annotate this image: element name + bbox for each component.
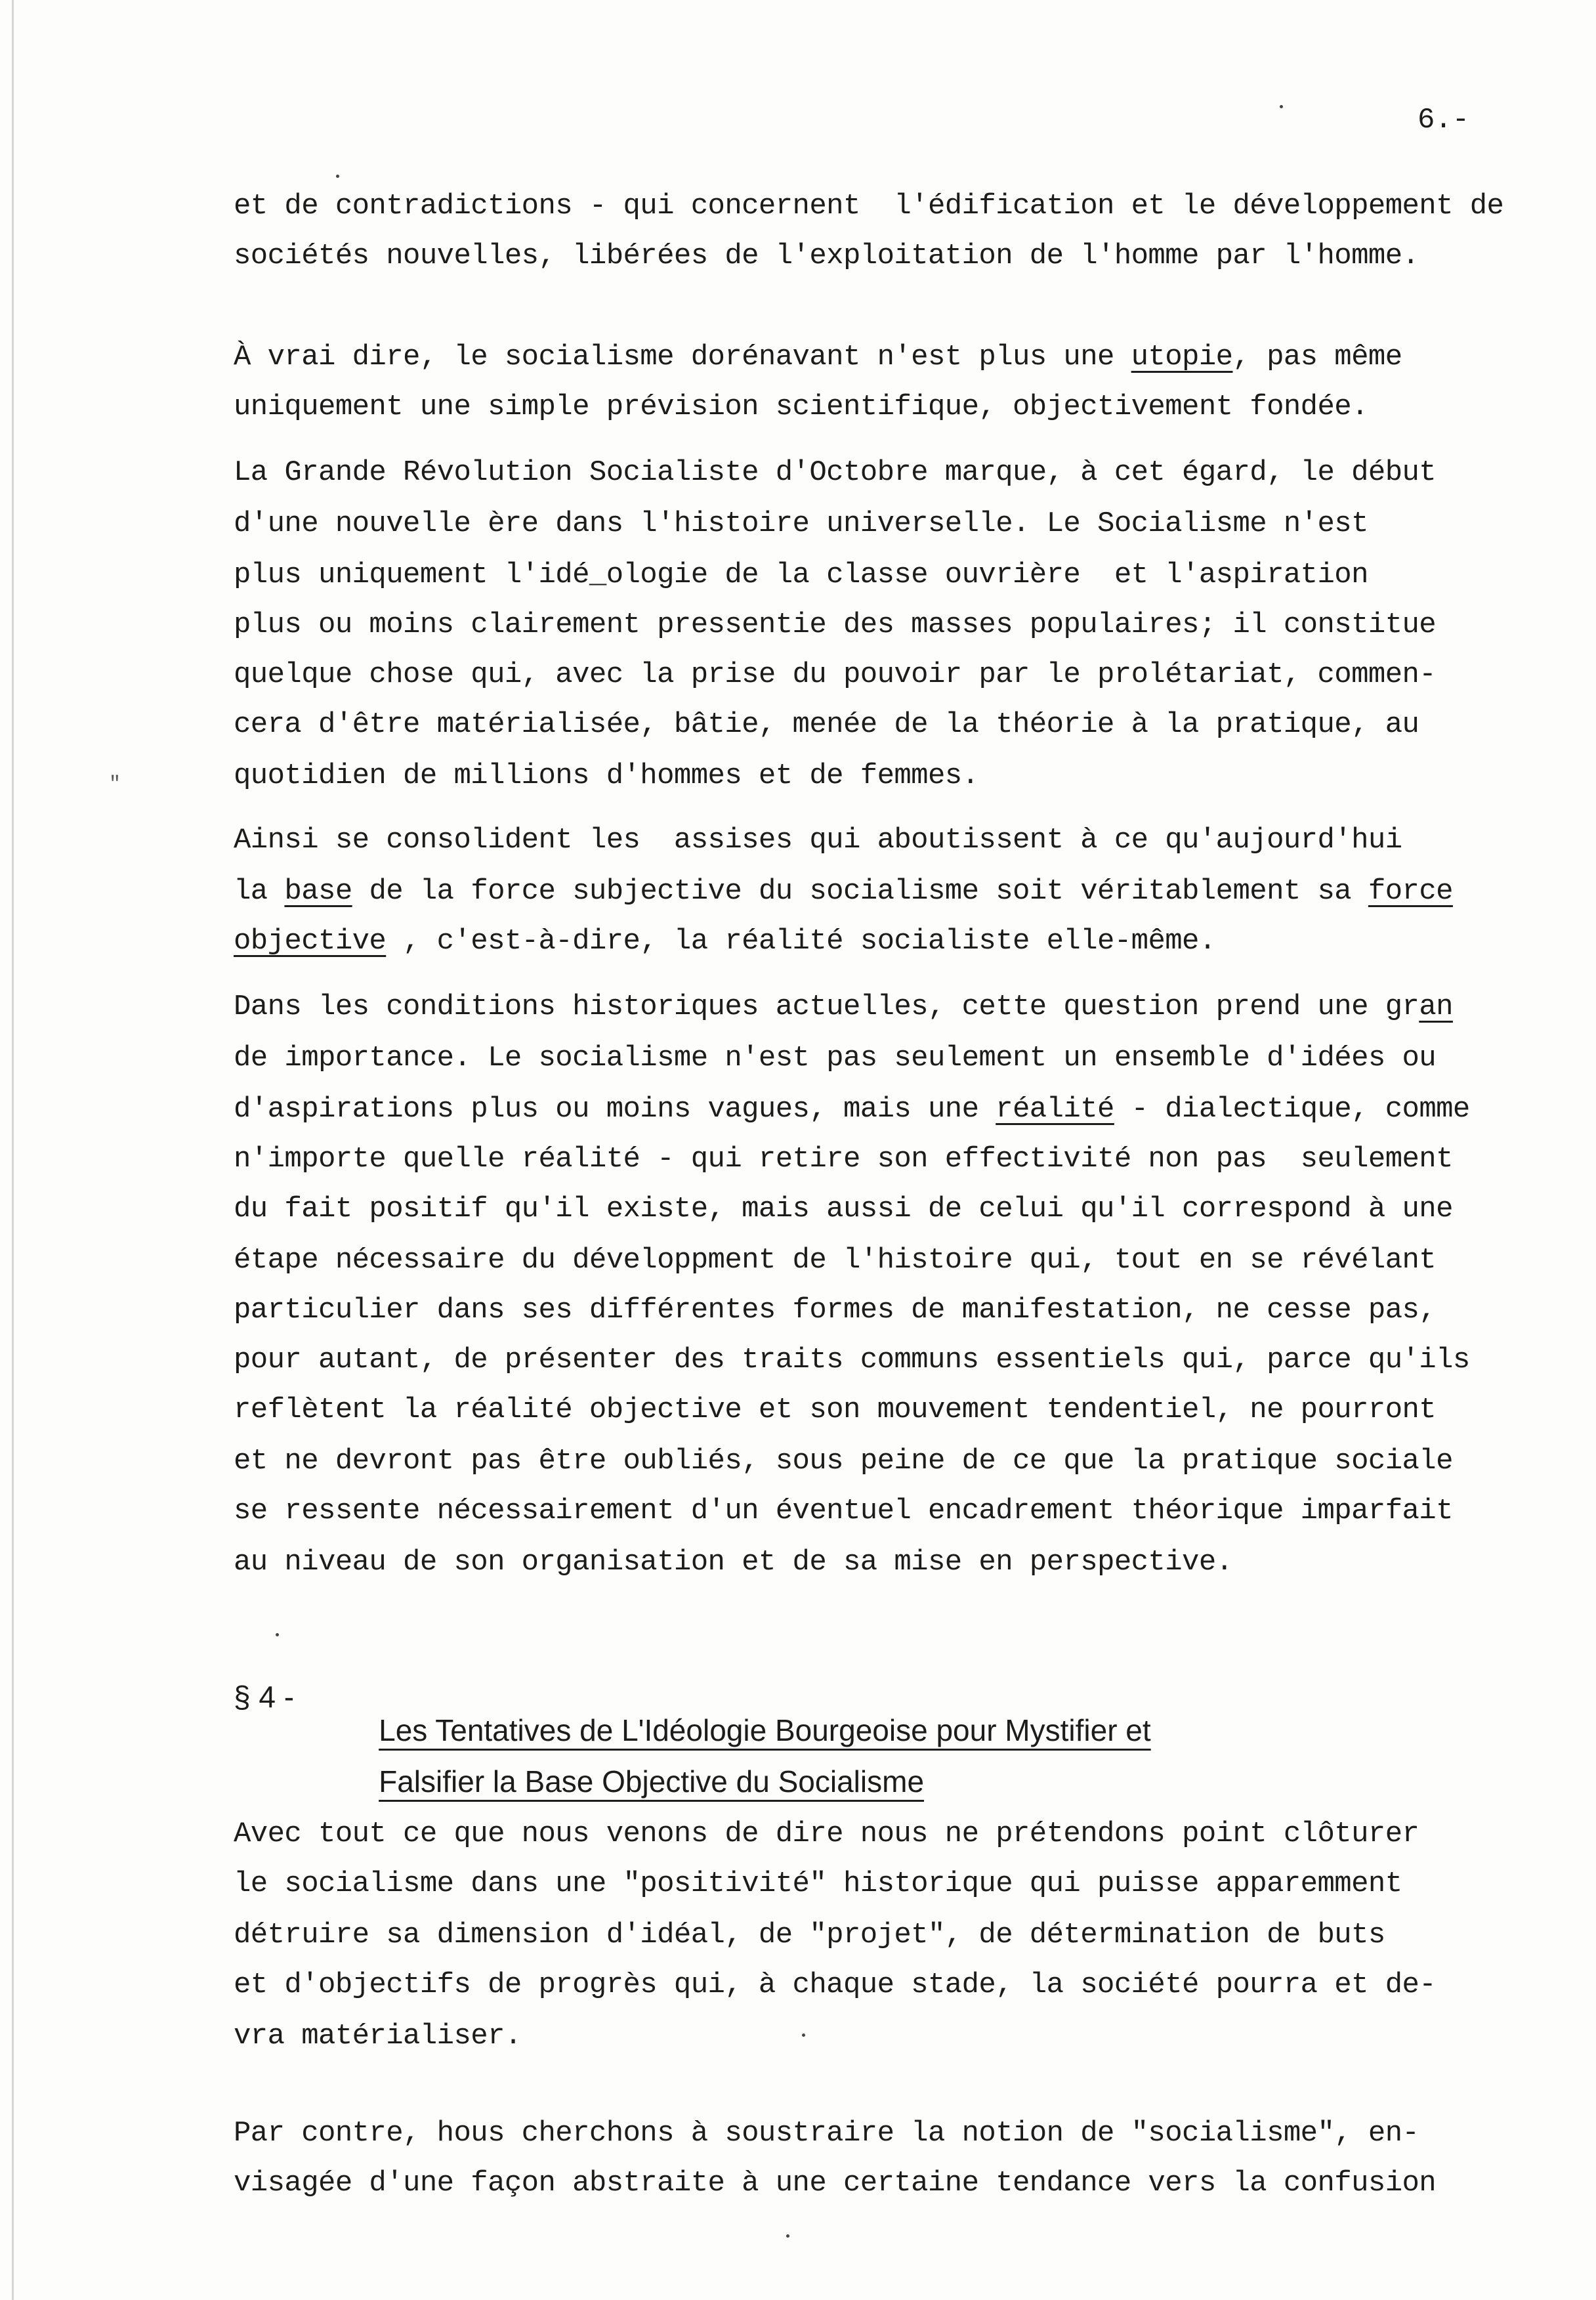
text-run: - dialectique, comme bbox=[1114, 1093, 1470, 1126]
text-line bbox=[234, 1193, 1566, 1225]
text-run: n'importe quelle réalité - qui retire son effectivité non pas seulement bbox=[234, 1143, 1453, 1176]
text-run: visagée d'une façon abstraite à une certaine tendance vers la confusion bbox=[234, 2167, 1437, 2200]
text-line bbox=[234, 391, 1566, 423]
text-run: et de contradictions - qui concernent l'édification et le développement de bbox=[234, 190, 1504, 223]
underlined-term: base bbox=[284, 875, 352, 908]
text-line bbox=[234, 1245, 1566, 1276]
text-run: du fait positif qu'il existe, mais aussi de celui qu'il correspond à une bbox=[234, 1193, 1453, 1225]
text-line bbox=[234, 991, 1566, 1023]
text-line bbox=[234, 760, 1566, 792]
text-run: plus uniquement l'idé_ologie de la classe ouvrière et l'aspiration bbox=[234, 559, 1368, 591]
text-line bbox=[234, 609, 1566, 641]
text-line bbox=[234, 1143, 1566, 1175]
text-line bbox=[234, 1344, 1566, 1376]
scan-edge-rule bbox=[12, 0, 14, 2300]
text-run: Dans les conditions historiques actuelles, cette question prend une gr bbox=[234, 990, 1419, 1023]
text-run: se ressente nécessairement d'un éventuel encadrement théorique imparfait bbox=[234, 1495, 1453, 1527]
text-run: pour autant, de présenter des traits communs essentiels qui, parce qu'ils bbox=[234, 1344, 1470, 1376]
text-run: d'aspirations plus ou moins vagues, mais une bbox=[234, 1093, 996, 1126]
text-run: le socialisme dans une "positivité" historique qui puisse apparemment bbox=[234, 1867, 1402, 1900]
text-run: uniquement une simple prévision scientifique, objectivement fondée. bbox=[234, 391, 1368, 423]
ink-speck bbox=[336, 175, 339, 178]
text-line bbox=[234, 1294, 1566, 1326]
text-line bbox=[234, 1969, 1566, 2001]
text-run: détruire sa dimension d'idéal, de "projet", de détermination de buts bbox=[234, 1919, 1385, 1951]
text-line bbox=[234, 1546, 1566, 1578]
ink-speck bbox=[786, 2234, 789, 2238]
section-title-text-1: Les Tentatives de L'Idéologie Bourgeoise pour Mystifier et bbox=[379, 1713, 1151, 1747]
text-line bbox=[234, 2167, 1566, 2199]
text-run: sociétés nouvelles, libérées de l'exploitation de l'homme par l'homme. bbox=[234, 240, 1419, 272]
underlined-term: objective bbox=[234, 925, 387, 958]
underlined-term: an bbox=[1419, 990, 1453, 1023]
text-line bbox=[234, 709, 1566, 740]
text-run: plus ou moins clairement pressentie des masses populaires; il constitue bbox=[234, 608, 1437, 641]
text-line bbox=[234, 240, 1566, 272]
text-line bbox=[234, 926, 1566, 957]
text-run: au niveau de son organisation et de sa mise en perspective. bbox=[234, 1546, 1233, 1579]
text-line bbox=[234, 2020, 1566, 2052]
text-run: la bbox=[234, 875, 285, 908]
text-run: d'une nouvelle ère dans l'histoire universelle. Le Socialisme n'est bbox=[234, 507, 1368, 540]
text-line bbox=[234, 1868, 1566, 1900]
underlined-term: force bbox=[1368, 875, 1453, 908]
text-run: vra matérialiser. bbox=[234, 2020, 522, 2053]
section-title-line-2 bbox=[345, 1732, 924, 1831]
text-run: Par contre, hous cherchons à soustraire la notion de "socialisme", en- bbox=[234, 2117, 1419, 2150]
text-run: À vrai dire, le socialisme dorénavant n'est plus une bbox=[234, 341, 1131, 373]
text-run: quotidien de millions d'hommes et de femmes. bbox=[234, 759, 979, 792]
page-number: 6.- bbox=[1418, 104, 1470, 137]
text-run: Ainsi se consolident les assises qui aboutissent à ce qu'aujourd'hui bbox=[234, 824, 1402, 857]
text-line bbox=[234, 190, 1566, 222]
margin-mark: " bbox=[109, 773, 121, 796]
text-line bbox=[234, 341, 1566, 373]
text-line bbox=[234, 457, 1566, 488]
text-run: La Grande Révolution Socialiste d'Octobre marque, à cet égard, le début bbox=[234, 456, 1437, 489]
text-line bbox=[234, 559, 1566, 591]
text-run: particulier dans ses différentes formes de manifestation, ne cesse pas, bbox=[234, 1294, 1437, 1327]
text-line bbox=[234, 876, 1566, 907]
text-line bbox=[234, 508, 1566, 540]
text-line bbox=[234, 1042, 1566, 1074]
text-run: , c'est-à-dire, la réalité socialiste elle-même. bbox=[386, 925, 1216, 958]
text-run: cera d'être matérialisée, bâtie, menée de la théorie à la pratique, au bbox=[234, 708, 1419, 741]
text-run: étape nécessaire du développment de l'histoire qui, tout en se révélant bbox=[234, 1244, 1437, 1277]
underlined-term: réalité bbox=[996, 1093, 1114, 1126]
text-run: quelque chose qui, avec la prise du pouvoir par le prolétariat, commen- bbox=[234, 658, 1437, 691]
text-line bbox=[234, 1094, 1566, 1125]
text-run: reflètent la réalité objective et son mouvement tendentiel, ne pourront bbox=[234, 1394, 1437, 1426]
ink-speck bbox=[276, 1633, 279, 1636]
ink-speck bbox=[1280, 105, 1283, 108]
text-line bbox=[234, 659, 1566, 691]
text-run: de la force subjective du socialisme soit véritablement sa bbox=[352, 875, 1368, 908]
text-line bbox=[234, 1445, 1566, 1477]
text-line bbox=[234, 1495, 1566, 1527]
section-title-text-2: Falsifier la Base Objective du Socialisme bbox=[379, 1764, 925, 1799]
underlined-term: utopie bbox=[1131, 341, 1233, 373]
text-line bbox=[234, 2118, 1566, 2149]
section-number: § 4 - bbox=[234, 1680, 295, 1714]
text-run: Avec tout ce que nous venons de dire nous ne prétendons point clôturer bbox=[234, 1818, 1419, 1850]
text-line bbox=[234, 1919, 1566, 1951]
text-run: , pas même bbox=[1232, 341, 1402, 373]
text-run: de importance. Le socialisme n'est pas seulement un ensemble d'idées ou bbox=[234, 1042, 1437, 1075]
text-line bbox=[234, 1818, 1566, 1850]
text-line bbox=[234, 1394, 1566, 1426]
text-run: et d'objectifs de progrès qui, à chaque stade, la société pourra et de- bbox=[234, 1969, 1437, 2001]
text-run: et ne devront pas être oubliés, sous peine de ce que la pratique sociale bbox=[234, 1445, 1453, 1478]
text-line bbox=[234, 824, 1566, 856]
